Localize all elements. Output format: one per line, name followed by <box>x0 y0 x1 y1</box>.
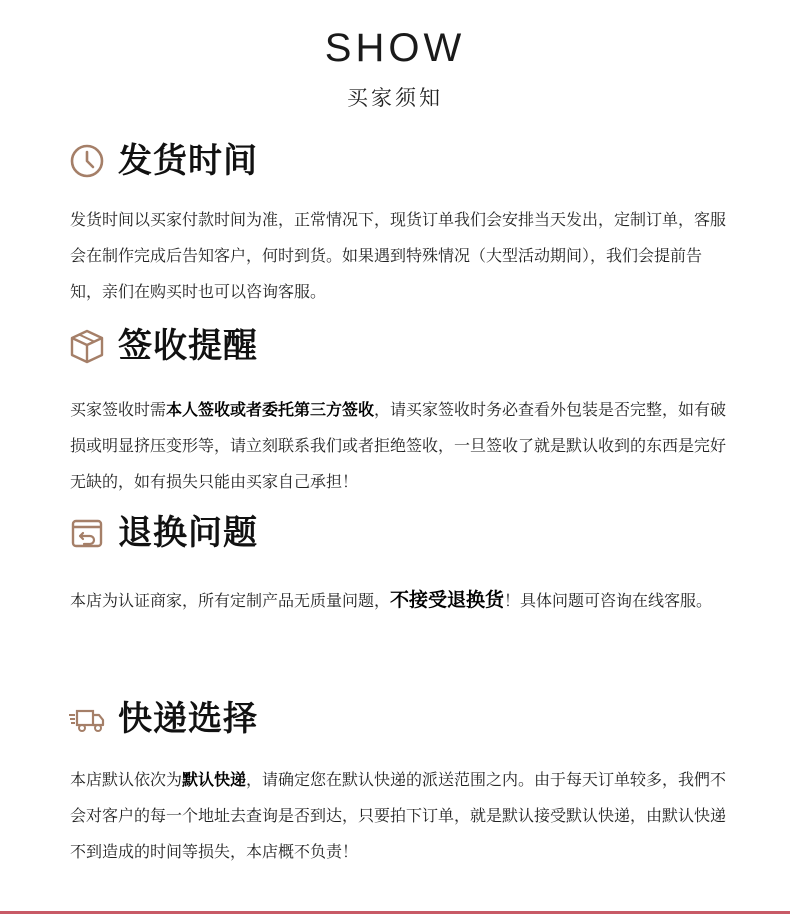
section-header-receipt-reminder <box>68 325 258 367</box>
page-subtitle: 买家须知 <box>347 86 443 110</box>
paragraph-text: 本店为认证商家，所有定制产品无质量问题， <box>70 591 391 610</box>
paragraph-text: ，请确定您在默认快递的派送范围之内。由于每天订单较多，我們不会对客户的每一个地址去查询是否到达，只要拍下订单，就是默认接受默认快递，由默认快递不到造成的时间等损失，本店概不负责！ <box>70 770 727 861</box>
emphasis-text: 默认快递 <box>182 770 247 789</box>
section-paragraph-return-exchange <box>70 582 730 619</box>
clock-icon <box>68 142 106 180</box>
section-title: 退换问题 <box>118 513 258 553</box>
delivery-truck-icon <box>68 700 106 738</box>
section-header-shipping-time <box>68 140 258 182</box>
section-paragraph-courier-choice <box>70 762 730 870</box>
page-title: SHOW <box>324 26 466 70</box>
emphasis-text: 不接受退换货 <box>390 589 505 611</box>
section-header-return-exchange <box>68 512 258 554</box>
section-paragraph-shipping-time <box>70 202 730 310</box>
return-icon <box>68 514 106 552</box>
paragraph-text: 买家签收时需 <box>70 400 167 419</box>
section-title: 发货时间 <box>118 141 258 181</box>
section-title: 签收提醒 <box>118 326 258 366</box>
paragraph-text: 本店默认依次为 <box>70 770 183 789</box>
paragraph-text: ，请买家签收时务必查看外包装是否完整，如有破损或明显挤压变形等，请立刻联系我们或者拒绝签收，一旦签收了就是默认收到的东西是完好无缺的，如有损失只能由买家自己承担！ <box>70 400 727 491</box>
section-header-courier-choice <box>68 698 258 740</box>
paragraph-text: 发货时间以买家付款时间为准，正常情况下，现货订单我们会安排当天发出，定制订单，客服会在制作完成后告知客户，何时到货。如果遇到特殊情况（大型活动期间），我们会提前告知，亲们在购买时也可以咨询客服。 <box>70 210 727 301</box>
section-paragraph-receipt-reminder <box>70 392 730 500</box>
emphasis-text: 本人签收或者委托第三方签收 <box>166 400 375 419</box>
paragraph-text: ！具体问题可咨询在线客服。 <box>504 591 713 610</box>
page-header <box>0 22 790 112</box>
package-box-icon <box>68 327 106 365</box>
section-title: 快递选择 <box>118 699 258 739</box>
